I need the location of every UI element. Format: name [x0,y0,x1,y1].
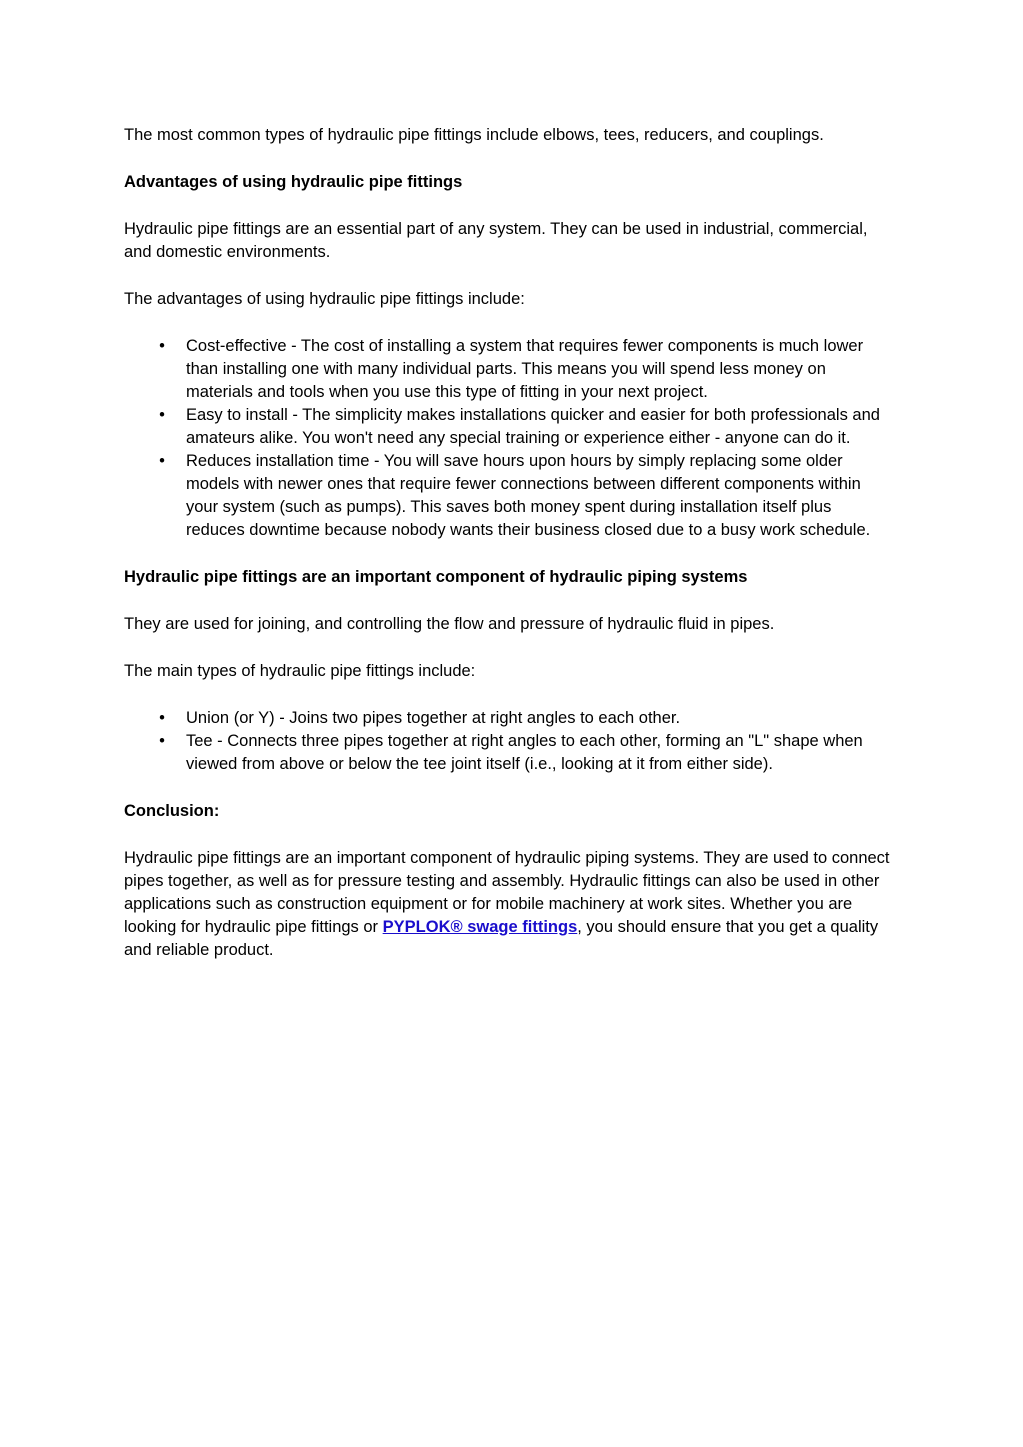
list-item [159,404,894,450]
list-item [159,335,894,404]
component-paragraph-1: They are used for joining, and controlling the flow and pressure of hydraulic fluid in pipes. [124,615,775,633]
bullet-icon: • [159,709,165,727]
list-item [159,450,894,542]
conclusion-text-start: Hydraulic pipe fittings are an important component of hydraulic piping systems. They are used to connect pipes together, as well as for pressure testing and assembly. Hydraulic fittings can also be used in other applications such as construction equipment or for mobile machinery at work sites. Whether you are looking for hydraulic pipe fittings or [124,849,890,936]
conclusion-heading: Conclusion: [124,802,220,820]
list-item [159,707,894,730]
conclusion-text-end: , you should ensure that you get a quality and reliable product. [124,918,879,959]
list-item-text: Easy to install - The simplicity makes installations quicker and easier for both professionals and amateurs alike. You won't need any special training or experience either - anyone can do it. [186,406,880,447]
intro-paragraph: The most common types of hydraulic pipe fittings include elbows, tees, reducers, and couplings. [124,126,824,144]
bullet-icon: • [159,732,165,750]
bullet-icon: • [159,452,165,470]
advantages-heading: Advantages of using hydraulic pipe fittings [124,173,463,191]
advantages-paragraph-2: The advantages of using hydraulic pipe fittings include: [124,290,525,308]
bullet-icon: • [159,406,165,424]
component-paragraph-2: The main types of hydraulic pipe fittings include: [124,662,476,680]
bullet-icon: • [159,337,165,355]
list-item-text: Union (or Y) - Joins two pipes together at right angles to each other. [186,709,681,727]
document-page [124,124,894,986]
pyplok-swage-fittings-link[interactable]: PYPLOK® swage fittings [382,918,578,936]
component-heading: Hydraulic pipe fittings are an important component of hydraulic piping systems [124,568,748,586]
conclusion-paragraph [124,847,894,962]
list-item-text: Cost-effective - The cost of installing a system that requires fewer components is much lower than installing one with many individual parts. This means you will spend less money on materials and tools when you use this type of fitting in your next project. [186,337,864,401]
list-item-text: Reduces installation time - You will save hours upon hours by simply replacing some older models with newer ones that require fewer connections between different components within your system (such as pumps). This saves both money spent during installation itself plus reduces downtime because nobody wants their business closed due to a busy work schedule. [186,452,871,539]
advantages-paragraph-1: Hydraulic pipe fittings are an essential part of any system. They can be used in industrial, commercial, and domestic environments. [124,220,868,261]
types-list [124,707,894,776]
list-item [159,730,894,776]
list-item-text: Tee - Connects three pipes together at right angles to each other, forming an "L" shape when viewed from above or below the tee joint itself (i.e., looking at it from either side). [186,732,863,773]
advantages-list [124,335,894,542]
